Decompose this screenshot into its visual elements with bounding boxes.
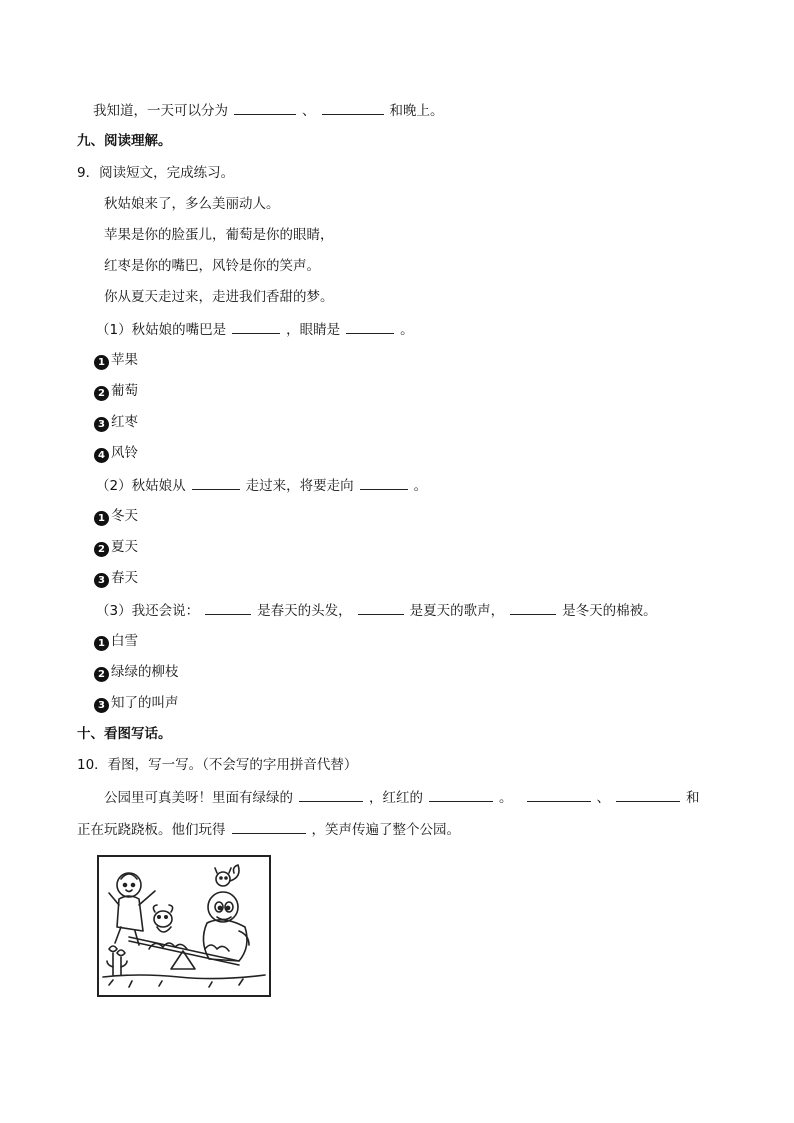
q8-fill-line [93,100,444,121]
q9-sub3 [96,600,657,621]
answer-blank[interactable] [346,319,394,334]
option-label: 苹果 [111,352,138,368]
answer-blank[interactable] [232,319,280,334]
option-label: 春天 [111,570,138,586]
circled-number: 2 [94,667,109,682]
q10-text: 。 [499,790,513,806]
circled-number: 1 [94,355,109,370]
circled-number: 2 [94,386,109,401]
answer-blank[interactable] [232,819,306,834]
q10-text: 和 [686,790,700,806]
circled-number: 4 [94,448,109,463]
option-label: 风铃 [111,445,138,461]
option-item[interactable] [94,537,138,557]
circled-number: 3 [94,573,109,588]
seesaw-illustration [97,855,271,997]
q8-text-after: 和晚上。 [389,103,444,119]
answer-blank[interactable] [205,600,251,615]
q9-sub3-text: 是冬天的棉被。 [562,603,657,619]
option-item[interactable] [94,506,138,526]
option-item[interactable] [94,568,138,588]
option-label: 红枣 [111,414,138,430]
q9-sub1-text: 。 [400,322,414,338]
option-label: 知了的叫声 [111,695,179,711]
option-label: 白雪 [111,633,138,649]
q9-sub1-text: （1）秋姑娘的嘴巴是 [96,322,227,338]
option-item[interactable] [94,693,179,713]
answer-blank[interactable] [429,787,493,802]
answer-blank[interactable] [234,100,296,115]
poem-line: 你从夏天走过来，走进我们香甜的梦。 [104,289,334,305]
poem-line: 苹果是你的脸蛋儿，葡萄是你的眼睛， [104,227,334,243]
q10-text: 、 [596,790,610,806]
answer-blank[interactable] [322,100,384,115]
q9-sub2 [96,475,427,496]
option-label: 葡萄 [111,383,138,399]
seesaw-drawing [99,857,269,995]
poem-line: 秋姑娘来了，多么美丽动人。 [104,196,280,212]
answer-blank[interactable] [299,787,363,802]
option-item[interactable] [94,381,138,401]
option-item[interactable] [94,443,138,463]
answer-blank[interactable] [360,475,408,490]
q9-sub2-text: 走过来，将要走向 [245,478,354,494]
circled-number: 1 [94,636,109,651]
q9-sub3-text: （3）我还会说： [96,603,200,619]
q10-text: ，红红的 [369,790,423,806]
section-9-title: 九、阅读理解。 [77,133,172,149]
q10-line-2 [77,819,460,840]
option-label: 夏天 [111,539,138,555]
q9-sub1 [96,319,414,340]
answer-blank[interactable] [358,600,404,615]
q9-sub3-text: 是夏天的歌声， [409,603,505,619]
q10-text: 正在玩跷跷板。他们玩得 [77,822,226,838]
q9-sub2-text: 。 [413,478,428,494]
option-label: 绿绿的柳枝 [111,664,179,680]
q9-sub1-text: ，眼睛是 [286,322,341,338]
option-item[interactable] [94,412,138,432]
q10-line-1 [104,787,700,808]
answer-blank[interactable] [616,787,680,802]
q10-text: 公园里可真美呀！里面有绿绿的 [104,790,293,806]
option-item[interactable] [94,631,138,651]
answer-blank[interactable] [527,787,591,802]
q9-header: 9．阅读短文，完成练习。 [77,165,235,181]
answer-blank[interactable] [192,475,240,490]
q9-sub2-text: （2）秋姑娘从 [96,478,186,494]
option-item[interactable] [94,350,138,370]
option-label: 冬天 [111,508,138,524]
q8-text-before: 我知道，一天可以分为 [93,103,228,119]
option-item[interactable] [94,662,179,682]
circled-number: 1 [94,511,109,526]
section-10-title: 十、看图写话。 [77,726,172,742]
q8-sep: 、 [302,103,316,119]
q10-header: 10．看图，写一写。（不会写的字用拼音代替） [77,757,358,773]
q9-sub3-text: 是春天的头发， [257,603,352,619]
circled-number: 3 [94,417,109,432]
circled-number: 2 [94,542,109,557]
circled-number: 3 [94,698,109,713]
q10-text: ，笑声传遍了整个公园。 [311,822,460,838]
answer-blank[interactable] [510,600,556,615]
poem-line: 红枣是你的嘴巴，风铃是你的笑声。 [104,258,320,274]
